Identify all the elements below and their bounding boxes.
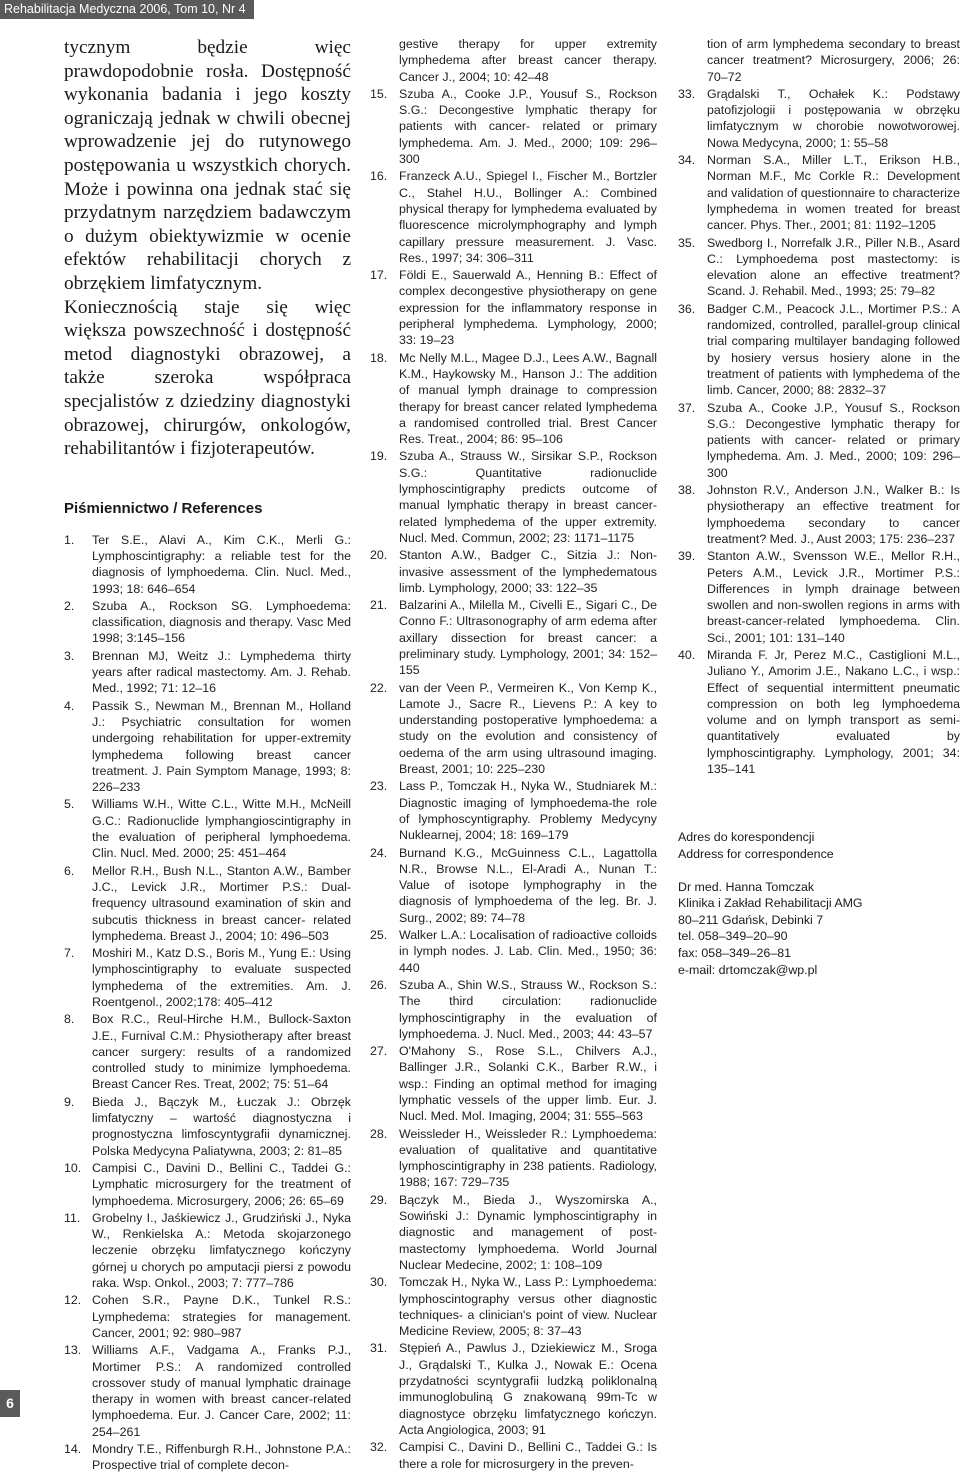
reference-text: Stanton A.W., Svensson W.E., Mellor R.H., Peters A.M., Levick J.R., Mortimer P.S.: Differences in lymph drainage between swollen and non-swollen regions in arms with breast-cancer-related lymphoedema. Clin. Sci., 2001; 101: 131–140	[707, 549, 960, 645]
reference-text: Box R.C., Reul-Hirche H.M., Bullock-Saxton J.E., Furnival C.M.: Physiotherapy after breast cancer surgery: results of a randomized controlled study to minimize lymphoedema. Breast Cancer Res. Treat, 2002; 75: 51–64	[92, 1012, 351, 1092]
reference-number: 7.	[64, 946, 75, 961]
reference-item	[370, 778, 657, 843]
references-heading: Piśmiennictwo / References	[64, 499, 263, 517]
running-header: Rehabilitacja Medyczna 2006, Tom 10, Nr 4	[0, 0, 254, 19]
reference-item	[678, 400, 960, 481]
reference-number: 4.	[64, 698, 75, 713]
reference-number: 38.	[678, 483, 696, 498]
reference-number: 23.	[370, 779, 388, 794]
reference-text: Williams A.F., Vadgama A., Franks P.J., Mortimer P.S.: A randomized controlled crossover study of manual lymphatic drainage therapy in women with breast cancer-related lymphoedema. Eur. J. Cancer Care, 2002; 11: 254–261	[92, 1343, 351, 1439]
reference-text: Miranda F. Jr, Perez M.C., Castiglioni M.L., Juliano Y., Amorim J.E., Nakano L.C., i wsp.: Effect of sequential intermittent pneumatic compression on both leg lymphoedema volume and on lymph transport as semi-quantitatively evaluated by lymphoscintigraphy. Lymphology, 2001; 34: 135–141	[707, 647, 960, 777]
reference-number: 1.	[64, 532, 75, 547]
reference-number: 16.	[370, 169, 388, 184]
reference-item	[370, 1192, 657, 1273]
reference-text: Franzeck A.U., Spiegel I., Fischer M., Bortzler C., Stahel H.U., Bollinger A.: Combined physical therapy for lymphedema evaluated by fluorescence microlymphography and lymph capillary pressure measurement. J. Vasc. Res., 1997; 34: 306–311	[399, 169, 657, 265]
reference-text: Stępień A., Pawlus J., Dziekiewicz M., Sroga J., Grądalski T., Kulka J., Nowak E.: Ocena przydatności scyntygrafii ludzką poliklonalną immunoglobuliną G znakowaną 99m-Tc w diagnostyce obrzęku limfatycznego kończyn. Acta Angiologica, 2003; 91	[399, 1341, 657, 1437]
reference-item	[64, 1160, 351, 1209]
column-left	[64, 36, 351, 1475]
reference-item	[370, 680, 657, 778]
reference-text: Grądalski T., Ochałek K.: Podstawy patofizjologii i postępowania w obrzęku limfatycznym w chorobie nowotworowej. Nowa Medycyna, 2000; 1: 55–58	[707, 86, 960, 150]
reference-item	[370, 597, 657, 678]
reference-item	[64, 863, 351, 944]
page-number: 6	[0, 1390, 20, 1417]
correspondence-label-en: Address for correspondence	[678, 846, 834, 861]
reference-number: 39.	[678, 549, 696, 564]
reference-item	[678, 548, 960, 646]
article-body	[64, 36, 351, 461]
reference-number: 40.	[678, 647, 696, 662]
reference-text: Grobelny I., Jaśkiewicz J., Grudziński J., Nyka W., Renkielska A.: Metoda skojarzonego leczenie obrzęku limfatycznego kończyny górnej u chorych po amputacji piersi z powodu raka. Wsp. Onkol., 2003; 7: 777–786	[92, 1210, 351, 1291]
body-paragraph: tycznym będzie więc prawdopodobnie rosła. Dostępność wykonania badania i jego koszty ograniczają jednak w chwili obecnej wprowadzenie jej do rutynowego postępowania u wszystkich chorych. Może i powinna ona jednak stać się przydatnym narzędziem badawczym o dużym obiektywizmie w ocenie efektów rehabilitacji chorych z obrzękiem limfatycznym.	[64, 37, 351, 294]
reference-text: Cohen S.R., Payne D.K., Tunkel R.S.: Lymphedema: strategies for management. Cancer, 2001; 92: 980–987	[92, 1293, 351, 1340]
reference-item	[64, 1292, 351, 1341]
reference-item	[64, 796, 351, 861]
reference-text: Mondry T.E., Riffenburgh R.H., Johnstone P.A.: Prospective trial of complete decon-	[92, 1442, 351, 1473]
references-list	[678, 36, 960, 777]
reference-item	[370, 448, 657, 546]
reference-item	[678, 482, 960, 547]
correspondence-tel: tel. 058–349–20–90	[678, 929, 788, 944]
reference-number: 19.	[370, 449, 388, 464]
reference-item	[678, 647, 960, 777]
reference-number: 35.	[678, 235, 696, 250]
reference-text: Campisi C., Davini D., Bellini C., Taddei G.: Is there a role for microsurgery in the preven-	[399, 1440, 657, 1471]
reference-text: Szuba A., Cooke J.P., Yousuf S., Rockson S.G.: Decongestive lymphatic therapy for patients with cancer- related or primary lymphedema. Am. J. Med., 2000; 109: 296–300	[707, 400, 960, 480]
reference-text: Walker L.A.: Localisation of radioactive colloids in lymph nodes. J. Lab. Clin. Med., 1950; 36: 440	[399, 928, 657, 975]
reference-item	[64, 1342, 351, 1440]
reference-item	[370, 168, 657, 266]
reference-text: Burnand K.G., McGuinness C.L., Lagattolla N.R., Browse N.L., El-Aradi A., Nunan T.: Value of isotope lymphography in the diagnosis of lymphoedema of the leg. Br. J. Surg., 2002; 89: 74–78	[399, 845, 657, 925]
reference-number: 27.	[370, 1044, 388, 1059]
reference-number: 29.	[370, 1192, 388, 1207]
reference-text: Bieda J., Bączyk M., Łuczak J.: Obrzęk limfatyczny – wartość diagnostyczna i prognostyczna limfoscyntygrafii dynamicznej. Polska Medycyna Paliatywna, 2003; 2: 81–85	[92, 1094, 351, 1158]
reference-text: Földi E., Sauerwald A., Henning B.: Effect of complex decongestive physiotherapy on gene expression for the inflammatory response in peripheral lymphedema. Lymphology, 2000; 33: 19–23	[399, 268, 657, 348]
reference-text: Moshiri M., Katz D.S., Boris M., Yung E.: Using lymphoscintigraphy to evaluate suspected lymphedema of the extremities. Am. J. Roentgenol., 2002;178: 405–412	[92, 946, 351, 1009]
correspondence-name: Dr med. Hanna Tomczak	[678, 879, 815, 894]
reference-number: 5.	[64, 797, 75, 812]
reference-item	[370, 86, 657, 167]
reference-text: Weissleder H., Weissleder R.: Lymphoedema: evaluation of qualitative and quantitative lymphoscintigraphy in 238 patients. Radiology, 1988; 167: 729–735	[399, 1126, 657, 1190]
reference-number: 6.	[64, 863, 75, 878]
reference-number: 12.	[64, 1293, 82, 1308]
reference-continuation	[370, 36, 657, 85]
reference-text: Johnston R.V., Anderson J.N., Walker B.: Is physiotherapy an effective treatment for lymphoedema secondary to cancer treatment? Med. J., Aust 2003; 175: 236–237	[707, 483, 960, 546]
reference-number: 10.	[64, 1160, 82, 1175]
reference-item	[64, 648, 351, 697]
reference-text: Passik S., Newman M., Brennan M., Holland J.: Psychiatric consultation for women undergoing rehabilitation for upper-extremity lymphedema following breast cancer treatment. J. Pain Symptom Manage, 1993; 8: 226–233	[92, 698, 351, 795]
reference-number: 18.	[370, 350, 388, 365]
reference-number: 33.	[678, 86, 696, 101]
reference-number: 8.	[64, 1012, 75, 1027]
reference-text: Mellor R.H., Bush N.L., Stanton A.W., Bamber J.C., Levick J.R., Mortimer P.S.: Dual-frequency ultrasound examination of skin and subcutis thickness in breast cancer- related lymphedema. Breast J., 2004; 10: 496–503	[92, 863, 351, 943]
reference-number: 20.	[370, 548, 388, 563]
reference-number: 11.	[64, 1210, 81, 1225]
reference-text: Campisi C., Davini D., Bellini C., Taddei G.: Lymphatic microsurgery for the treatment of lymphoedema. Microsurgery, 2006; 26: 65–69	[92, 1160, 351, 1208]
reference-item	[370, 1439, 657, 1472]
reference-number: 2.	[64, 598, 75, 613]
reference-number: 3.	[64, 648, 75, 663]
reference-number: 15.	[370, 86, 388, 101]
references-list	[370, 36, 657, 1472]
reference-number: 32.	[370, 1440, 388, 1455]
reference-text: Lass P., Tomczak H., Nyka W., Studniarek M.: Diagnostic imaging of lymphoedema-the role of lymphoscyntigraphy. Problemy Medycyny Nuklearnej, 2004; 18: 169–179	[399, 779, 657, 843]
reference-item	[370, 1126, 657, 1191]
reference-item	[370, 267, 657, 348]
correspondence-institution: Klinika i Zakład Rehabilitacji AMG	[678, 896, 863, 911]
reference-number: 24.	[370, 845, 388, 860]
reference-number: 31.	[370, 1341, 388, 1356]
reference-text: Szuba A., Strauss W., Sirsikar S.P., Rockson S.G.: Quantitative radionuclide lymphoscintigraphy predicts outcome of manual lymphatic therapy in breast cancer-related lymphedema of the upper extremity. Nucl. Med. Commun, 2002; 23: 1171–1175	[399, 449, 657, 545]
reference-number: 14.	[64, 1442, 82, 1457]
correspondence-email[interactable]: e-mail: drtomczak@wp.pl	[678, 962, 818, 977]
reference-item	[370, 977, 657, 1042]
reference-text: Swedborg I., Norrefalk J.R., Piller N.B., Asard C.: Lymphoedema post mastectomy: is elevation alone an effective treatment? Scand. J. Rehabil. Med., 1993; 25: 79–82	[707, 235, 960, 299]
correspondence-label-pl: Adres do korespondencji	[678, 830, 815, 845]
correspondence-block	[678, 829, 960, 978]
references-list	[64, 532, 351, 1474]
reference-number: 34.	[678, 153, 696, 168]
reference-number: 17.	[370, 268, 388, 283]
reference-item	[678, 152, 960, 233]
reference-number: 13.	[64, 1343, 82, 1358]
reference-item	[64, 598, 351, 647]
correspondence-fax: fax: 058–349–26–81	[678, 945, 791, 960]
reference-item	[370, 845, 657, 926]
reference-item	[678, 301, 960, 399]
reference-number: 22.	[370, 680, 388, 695]
reference-item	[370, 1043, 657, 1124]
reference-number: 28.	[370, 1126, 388, 1141]
reference-item	[64, 945, 351, 1010]
reference-item	[678, 86, 960, 151]
reference-text: gestive therapy for upper extremity lymphedema after breast cancer therapy. Cancer J., 2004; 10: 42–48	[399, 37, 657, 84]
reference-item	[370, 1274, 657, 1339]
reference-text: O'Mahony S., Rose S.L., Chilvers A.J., Ballinger J.R., Solanki C.K., Barber R.W., i wsp.: Finding an optimal method for imaging lymphatic vessels of the upper limb. Eur. J. Nucl. Med. Mol. Imaging, 2004; 31: 555–563	[399, 1044, 657, 1124]
reference-item	[370, 1340, 657, 1438]
reference-number: 26.	[370, 977, 388, 992]
column-right	[678, 36, 960, 978]
reference-number: 36.	[678, 301, 696, 316]
reference-item	[64, 532, 351, 597]
reference-continuation	[678, 36, 960, 85]
reference-text: Balzarini A., Milella M., Civelli E., Sigari C., De Conno F.: Ultrasonography of arm edema after axillary dissection for breast cancer: a preliminary study. Lymphology, 2001; 34: 152–155	[399, 598, 657, 678]
column-middle	[370, 36, 657, 1473]
reference-item	[370, 350, 657, 448]
reference-text: Szuba A., Rockson SG. Lymphoedema: classification, diagnosis and therapy. Vasc Med 1998; 3:145–156	[92, 598, 351, 646]
reference-item	[64, 1441, 351, 1474]
reference-number: 9.	[64, 1094, 75, 1109]
reference-text: Szuba A., Shin W.S., Strauss W., Rockson S.: The third circulation: radionuclide lymphoscintigraphy in the evaluation of lymphoedema. J. Nucl. Med., 2003; 44: 43–57	[399, 977, 657, 1041]
reference-number: 25.	[370, 928, 388, 943]
reference-text: Mc Nelly M.L., Magee D.J., Lees A.W., Bagnall K.M., Haykowsky M., Hanson J.: The addition of manual lymph drainage to compression therapy for breast cancer related lymphedema a randomised controlled trial. Brest Cancer Res. Treat., 2004; 86: 95–106	[399, 350, 657, 447]
reference-text: Badger C.M., Peacock J.L., Mortimer P.S.: A randomized, controlled, parallel-group clinical trial comparing multilayer bandaging followed by hosiery versus hosiery alone in the treatment of patients with lymphedema of the limb. Cancer, 2000; 88: 2832–37	[707, 301, 960, 398]
reference-text: Ter S.E., Alavi A., Kim C.K., Merli G.: Lymphoscintigraphy: a reliable test for the diagnosis of lymphoedema. Clin. Nucl. Med., 1993; 18: 646–654	[92, 532, 351, 596]
reference-text: Williams W.H., Witte C.L., Witte M.H., McNeill G.C.: Radionuclide lymphangioscintigraphy in the evaluation of peripheral lymphoedema. Clin. Nucl. Med. 2000; 25: 451–464	[92, 797, 351, 861]
reference-item	[64, 698, 351, 796]
reference-text: tion of arm lymphedema secondary to breast cancer treatment? Microsurgery, 2006; 26: 70–72	[707, 37, 960, 84]
reference-item	[678, 235, 960, 300]
reference-item	[370, 547, 657, 596]
reference-number: 37.	[678, 400, 696, 415]
reference-number: 21.	[370, 598, 388, 613]
reference-text: van der Veen P., Vermeiren K., Von Kemp K., Lamote J., Sacre R., Lievens P.: A key to understanding postoperative lymphoedema: a study on the evolution and consistency of oedema of the arm using ultrasound imaging. Breast, 2001; 10: 225–230	[399, 680, 657, 777]
reference-item	[370, 927, 657, 976]
reference-text: Szuba A., Cooke J.P., Yousuf S., Rockson S.G.: Decongestive lymphatic therapy for patients with cancer- related or primary lymphedema. Am. J. Med., 2000; 109: 296–300	[399, 86, 657, 167]
reference-text: Brennan MJ, Weitz J.: Lymphedema thirty years after radical mastectomy. Am. J. Rehab. Med., 1992; 71: 12–16	[92, 648, 351, 696]
correspondence-address: 80–211 Gdańsk, Debinki 7	[678, 912, 824, 927]
reference-item	[64, 1094, 351, 1159]
body-paragraph: Koniecznością staje się więc większa powszechność i dostępność metod diagnostyki obrazowej, a także szeroka współpraca specjalistów z dziedziny diagnostyki obrazowej, chirurgów, onkologów, rehabilitantów i fizjoterapeutów.	[64, 296, 351, 460]
reference-text: Bączyk M., Bieda J., Wyszomirska A., Sowiński J.: Dynamic lymphoscintigraphy in diagnostic and management of post- mastectomy lymphoedema. World Journal Nuclear Medecine, 2002; 1: 108–109	[399, 1192, 657, 1272]
reference-item	[64, 1210, 351, 1291]
reference-text: Norman S.A., Miller L.T., Erikson H.B., Norman M.F., Mc Corkle R.: Development and validation of questionnaire to characterize lymphedema in women treated for breast cancer. Phys. Ther., 2001; 81: 1192–1205	[707, 153, 960, 233]
reference-number: 30.	[370, 1275, 388, 1290]
reference-item	[64, 1011, 351, 1092]
reference-text: Tomczak H., Nyka W., Lass P.: Lymphoedema: lymphoscintography versus other diagnostic techniques- a clinician's point of view. Nuclear Medicine Review, 2005; 8: 37–43	[399, 1275, 657, 1339]
reference-text: Stanton A.W., Badger C., Sitzia J.: Non- invasive assessment of the lymphedematous limb. Lymphology, 2000; 33: 122–35	[399, 548, 657, 595]
